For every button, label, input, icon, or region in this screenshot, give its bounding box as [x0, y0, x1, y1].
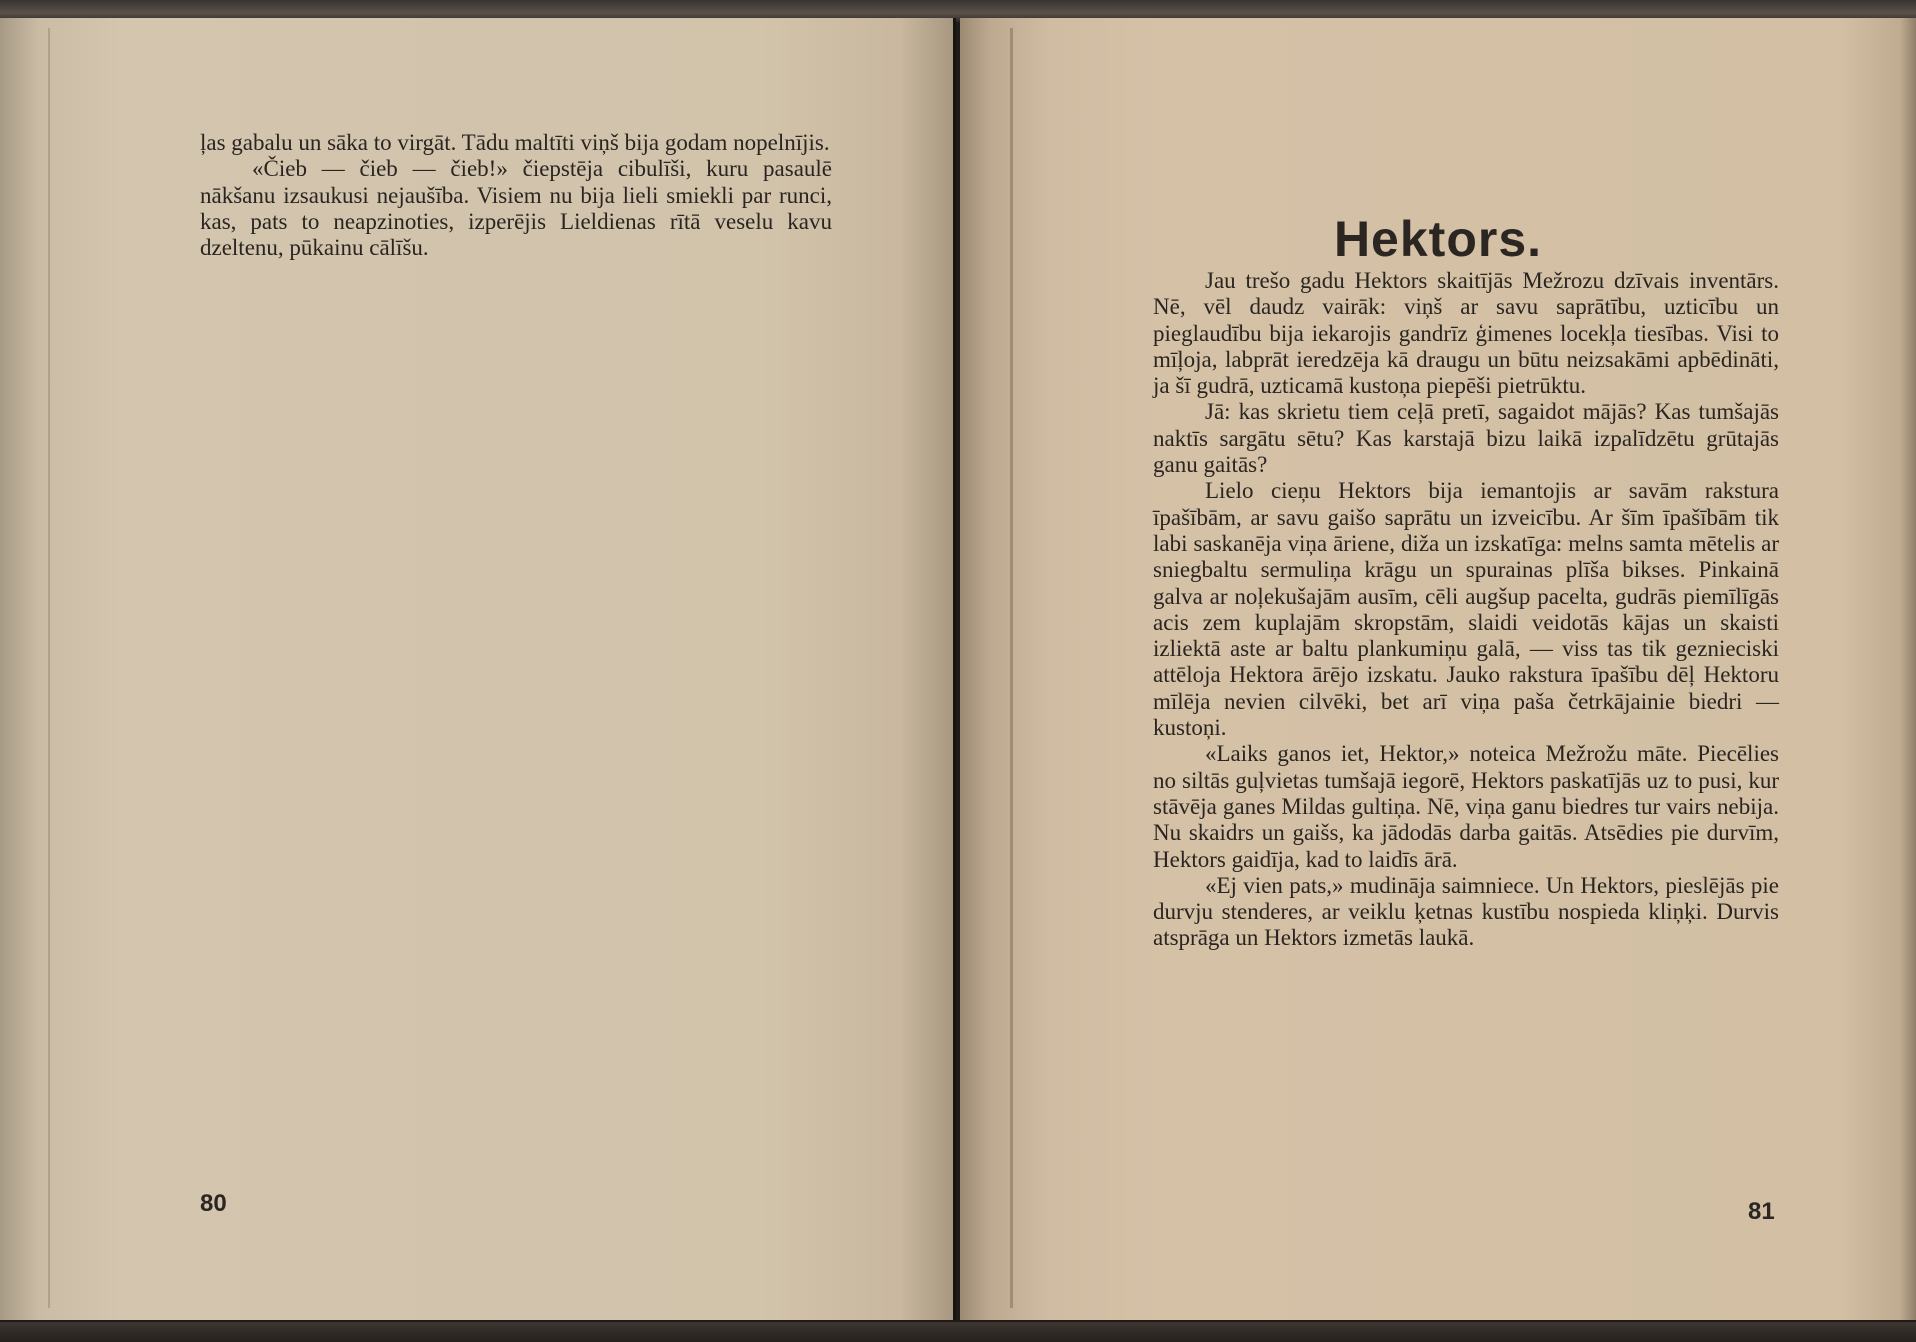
right-paragraph: Jau trešo gadu Hektors skaitījās Mežrozu dzīvais inventārs. Nē, vēl daudz vairāk: viņš ar savu saprātību, uzticību un pieglaudību bija iekarojis gandrīz ģimenes locekļa tiesības. Visi to mīļoja, labprāt ieredzēja kā draugu un būtu neizsakāmi apbēdināti, ja šī gudrā, uzticamā kustoņa piepēši pietrūktu.	[1153, 268, 1779, 399]
right-paragraph: «Ej vien pats,» mudināja saimniece. Un Hektors, pieslējās pie durvju stenderes, ar veiklu ķetnas kustību nospieda kliņķi. Durvis atsprāga un Hektors izmetās laukā.	[1153, 872, 1779, 951]
right-page-text	[1153, 268, 1779, 952]
left-paragraph: «Čieb — čieb — čieb!» čiepstēja cibulīši, kuru pasaulē nākšanu izsaukusi nejaušība. Visiem nu bija lieli smiekli par runci, kas, pats to neapzinoties, izperējis Lieldienas rītā veselu kavu dzeltenu, pūkainu cālīšu.	[200, 156, 832, 261]
right-paragraph: Jā: kas skrietu tiem ceļā pretī, sagaidot mājās? Kas tumšajās naktīs sargātu sētu? Kas karstajā bizu laikā izpalīdzētu grūtajās ganu gaitās?	[1153, 399, 1779, 478]
book-bottom-edge	[0, 1322, 1916, 1342]
right-paragraph: Lielo cieņu Hektors bija iemantojis ar savām rakstura īpašībām, ar savu gaišo saprātu un izveicību. Ar šīm īpašībām tik labi saskanēja viņa āriene, diža un izskatīga: melns samta mētelis ar sniegbaltu sermuliņa krāgu un spurainas plīša bikses. Pinkainā galva ar noļekušajām ausīm, cēli augšup pacelta, gudrās piemīlīgās acis zem kuplajām skropstām, slaidi veidotās kājas un skaisti izliektā aste ar baltu plankumiņu galā, — viss tas tik geznieciski attēloja Hektora ārējo izskatu. Jauko rakstura īpašību dēļ Hektoru mīlēja nevien cilvēki, bet arī viņa paša četrkājainie biedri — kustoņi.	[1153, 478, 1779, 741]
left-paragraph: ļas gabalu un sāka to virgāt. Tādu maltīti viņš bija godam nopelnījis.	[200, 130, 830, 155]
right-paragraph: «Laiks ganos iet, Hektor,» noteica Mežrožu māte. Piecēlies no siltās guļvietas tumšajā iegorē, Hektors paskatījās uz to pusi, kur stāvēja ganes Mildas gultiņa. Nē, viņa ganu biedres tur vairs nebija. Nu skaidrs un gaišs, ka jādodās darba gaitās. Atsēdies pie durvīm, Hektors gaidīja, kad to laidīs ārā.	[1153, 741, 1779, 872]
right-page-number: 81	[1748, 1198, 1775, 1225]
left-page-text	[200, 130, 832, 261]
left-page	[0, 18, 956, 1320]
left-page-number: 80	[200, 1190, 227, 1217]
left-page-edge-line	[48, 28, 50, 1308]
chapter-title: Hektors.	[1333, 211, 1543, 267]
